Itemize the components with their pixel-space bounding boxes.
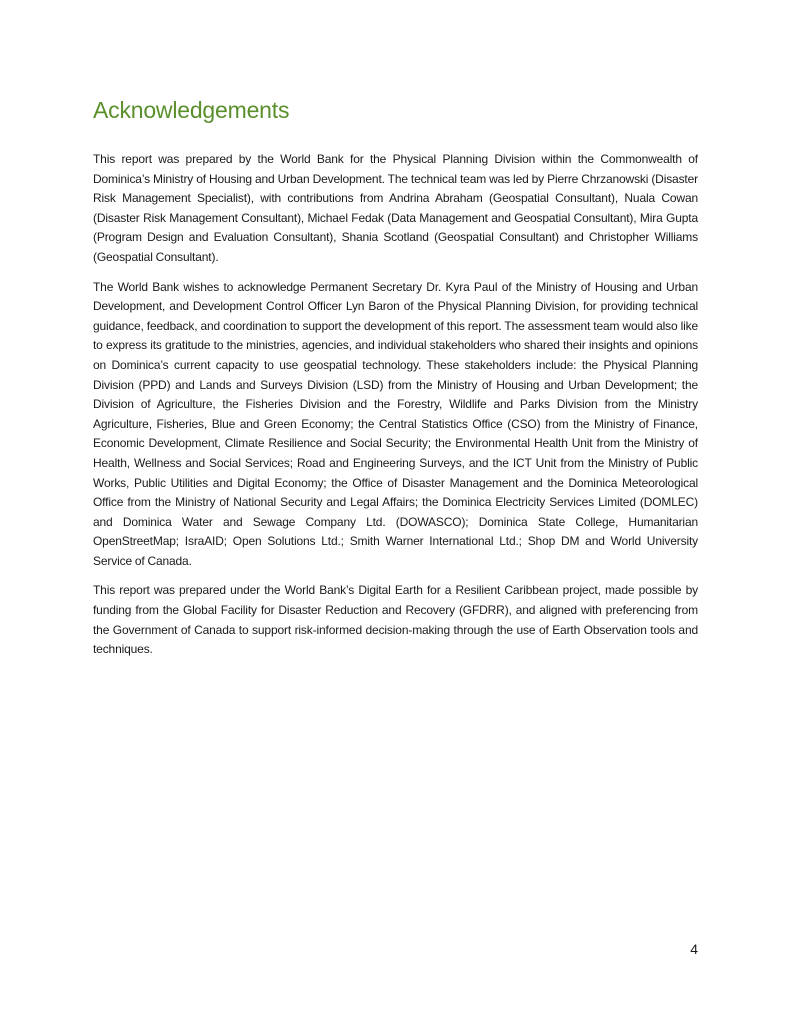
page-title: Acknowledgements: [93, 97, 290, 123]
body-text: [93, 150, 698, 670]
paragraph-stakeholders: The World Bank wishes to acknowledge Permanent Secretary Dr. Kyra Paul of the Ministry of Housing and Urban Development, and Development Control Officer Lyn Baron of the Physical Planning Division, for providing technical guidance, feedback, and coordination to support the development of this report. The assessment team would also like to express its gratitude to the ministries, agencies, and individual stakeholders who shared their insights and opinions on Dominica’s current capacity to use geospatial technology. These stakeholders include: the Physical Planning Division (PPD) and Lands and Surveys Division (LSD) from the Ministry of Housing and Urban Development; the Division of Agriculture, the Fisheries Division and the Forestry, Wildlife and Parks Division from the Ministry Agriculture, Fisheries, Blue and Green Economy; the Central Statistics Office (CSO) from the Ministry of Finance, Economic Development, Climate Resilience and Social Security; the Environmental Health Unit from the Ministry of Health, Wellness and Social Services; Road and Engineering Surveys, and the ICT Unit from the Ministry of Public Works, Public Utilities and Digital Economy; the Office of Disaster Management and the Dominica Meteorological Office from the Ministry of National Security and Legal Affairs; the Dominica Electricity Services Limited (DOMLEC) and Dominica Water and Sewage Company Ltd. (DOWASCO); Dominica State College, Humanitarian OpenStreetMap; IsraAID; Open Solutions Ltd.; Smith Warner International Ltd.; Shop DM and World University Service of Canada.: [93, 279, 698, 568]
paragraph-funding: This report was prepared under the World Bank’s Digital Earth for a Resilient Caribbean project, made possible by funding from the Global Facility for Disaster Reduction and Recovery (GFDRR), and aligned with preferencing from the Government of Canada to support risk-informed decision-making through the use of Earth Observation tools and techniques.: [93, 583, 698, 657]
page-number: 4: [690, 941, 698, 957]
paragraph-authors: This report was prepared by the World Bank for the Physical Planning Division within the Commonwealth of Dominica’s Ministry of Housing and Urban Development. The technical team was led by Pierre Chrzanowski (Disaster Risk Management Specialist), with contributions from Andrina Abraham (Geospatial Consultant), Nuala Cowan (Disaster Risk Management Consultant), Michael Fedak (Data Management and Geospatial Consultant), Mira Gupta (Program Design and Evaluation Consultant), Shania Scotland (Geospatial Consultant) and Christopher Williams (Geospatial Consultant).: [93, 152, 698, 264]
